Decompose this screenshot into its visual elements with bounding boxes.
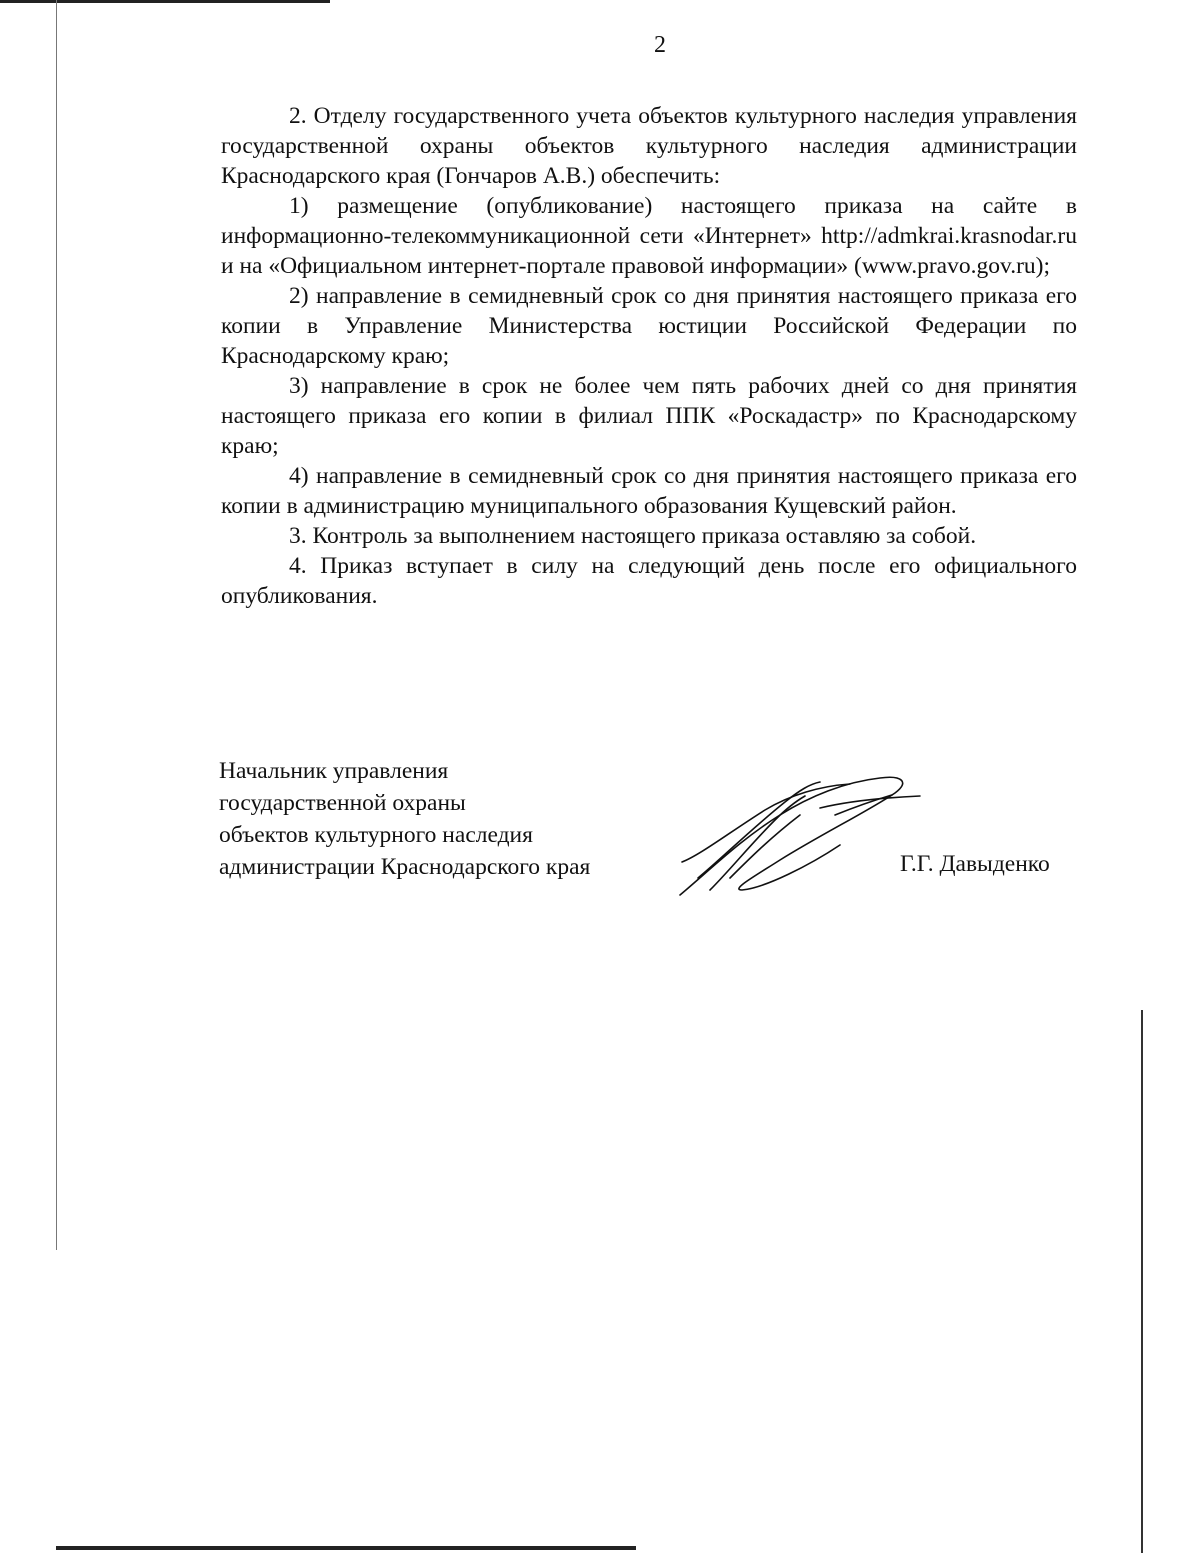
order-body: [221, 101, 1077, 611]
position-line: администрации Краснодарского края: [219, 854, 591, 880]
paragraph-subitem-1: 1) размещение (опубликование) настоящего приказа на сайте в информационно-телекоммуникационной сети «Интернет» http://admkrai.krasnodar.ru и на «Официальном интернет-портале правовой информации» (www.pravo.gov.ru);: [221, 193, 1077, 279]
scan-edge-bottom: [56, 1546, 636, 1550]
handwritten-signature: [670, 760, 940, 905]
scan-edge-top: [0, 0, 330, 3]
signatory-position: [219, 755, 590, 883]
position-line: Начальник управления: [219, 758, 449, 784]
scan-edge-right: [1141, 1010, 1143, 1553]
paragraph-subitem-3: 3) направление в срок не более чем пять рабочих дней со дня принятия настоящего приказа его копии в филиал ППК «Роскадастр» по Краснодарскому краю;: [221, 373, 1077, 459]
paragraph-subitem-4: 4) направление в семидневный срок со дня принятия настоящего приказа его копии в администрацию муниципального образования Кущевский район.: [221, 463, 1077, 519]
paragraph-subitem-2: 2) направление в семидневный срок со дня принятия настоящего приказа его копии в Управление Министерства юстиции Российской Федерации по Краснодарскому краю;: [221, 283, 1077, 369]
signer-name: Г.Г. Давыденко: [900, 851, 1050, 877]
paragraph-item-3: 3. Контроль за выполнением настоящего приказа оставляю за собой.: [289, 523, 977, 549]
page-number: 2: [654, 32, 666, 58]
position-line: государственной охраны: [219, 790, 466, 816]
paragraph-item-2: 2. Отделу государственного учета объектов культурного наследия управления государственной охраны объектов культурного наследия администрации Краснодарского края (Гончаров А.В.) обеспечить:: [221, 103, 1077, 189]
position-line: объектов культурного наследия: [219, 822, 533, 848]
paragraph-item-4: 4. Приказ вступает в силу на следующий день после его официального опубликования.: [221, 553, 1077, 609]
scan-edge-left: [56, 0, 57, 1250]
